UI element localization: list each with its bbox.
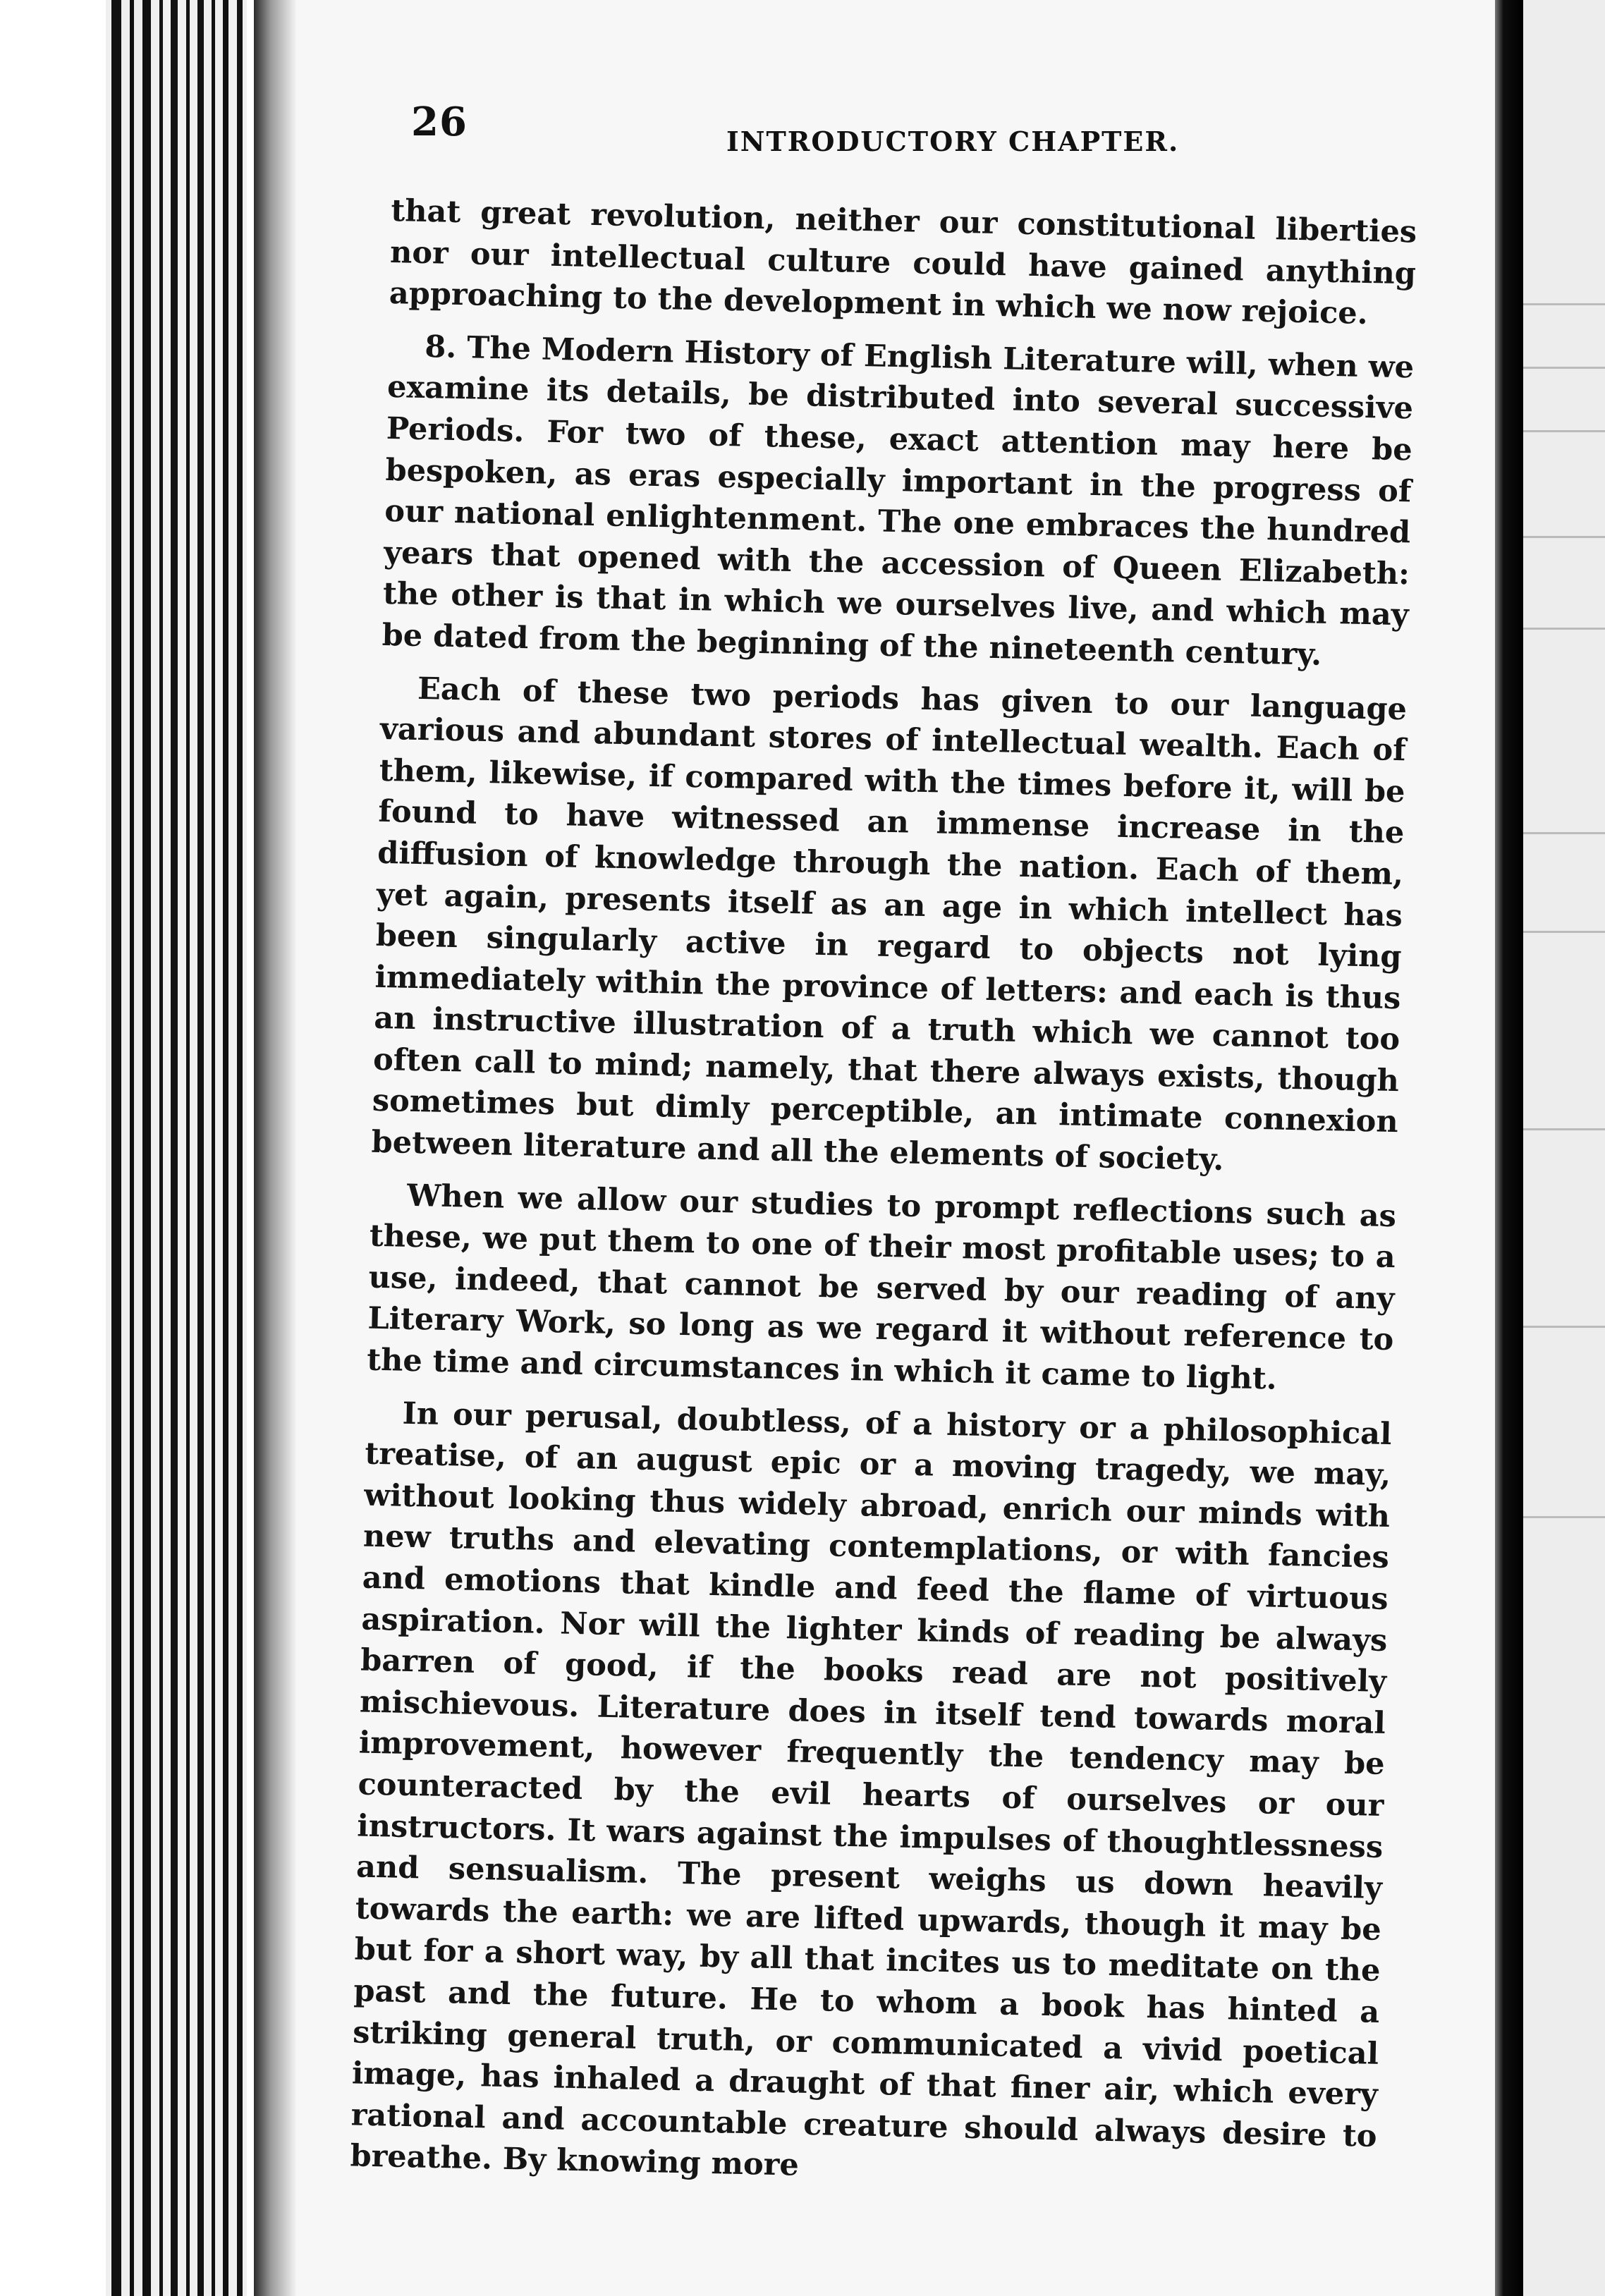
page-number: 26 (411, 99, 468, 145)
body-text (350, 190, 1417, 2199)
paragraph-two-periods: Each of these two periods has given to our language various and abundant stores of intellectual wealth. Each of them, likewise, if compared with the times before it, will be found to have witnessed an immense increase in the diffusion of knowledge through the nation. Each of them, yet again, presents itself as an age in which intellect has been singularly active in regard to objects not lying immediately within the province of letters: and each is thus an instructive illustration of a truth which we cannot too often call to mind; namely, that there always exists, though sometimes but dimly perceptible, an intimate connexion between literature and all the elements of society. (371, 671, 1408, 1178)
adjacent-page-edge (1523, 0, 1605, 2296)
page-edge-stack (106, 0, 247, 2296)
paragraph-perusal: In our perusal, doubtless, of a history or a philosophical treatise, of an august epic or a moving tragedy, we may, without looking thus widely abroad, enrich our minds with new truths and elevating contemplations, or with fancies and emotions that kindle and feed the flame of virtuous aspiration. Nor will the lighter kinds of reading be always barren of good, if the books read are not positively mischievous. Literature does in itself tend towards moral improvement, however frequently the tendency may be counteracted by the evil hearts of ourselves or our instructors. It wars against the impulses of thoughtlessness and sensualism. The present weighs us down heavily towards the earth: we are lifted upwards, though it may be but for a short way, by all that incites us to meditate on the past and the future. He to whom a book has hinted a striking general truth, or communicated a vivid poetical image, has inhaled a draught of that finer air, which every rational and accountable creature should always desire to breathe. By knowing more (350, 1396, 1392, 2184)
running-head: INTRODUCTORY CHAPTER. (726, 126, 1180, 157)
paragraph-reflections: When we allow our studies to prompt reflections such as these, we put them to one of their most profitable uses; to a use, indeed, that cannot be served by our reading of any Literary Work, so long as we regard it without reference to the time and circumstances in which it came to light. (366, 1178, 1397, 1397)
paragraph-continuation: that great revolution, neither our constitutional liberties nor our intellectual culture could have gained anything approaching to the development in which we now rejoice. (389, 193, 1417, 332)
gutter-shadow (254, 0, 296, 2296)
paragraph-section-8: 8. The Modern History of English Literature will, when we examine its details, be distributed into several successive Periods. For two of these, exact attention may here be bespoken, as eras especially important in the progress of our national enlightenment. The one embraces the hundred years that opened with the accession of Queen Elizabeth: the other is that in which we ourselves live, and which may be dated from the beginning of the nineteenth century. (382, 329, 1415, 673)
right-gutter (1495, 0, 1523, 2296)
